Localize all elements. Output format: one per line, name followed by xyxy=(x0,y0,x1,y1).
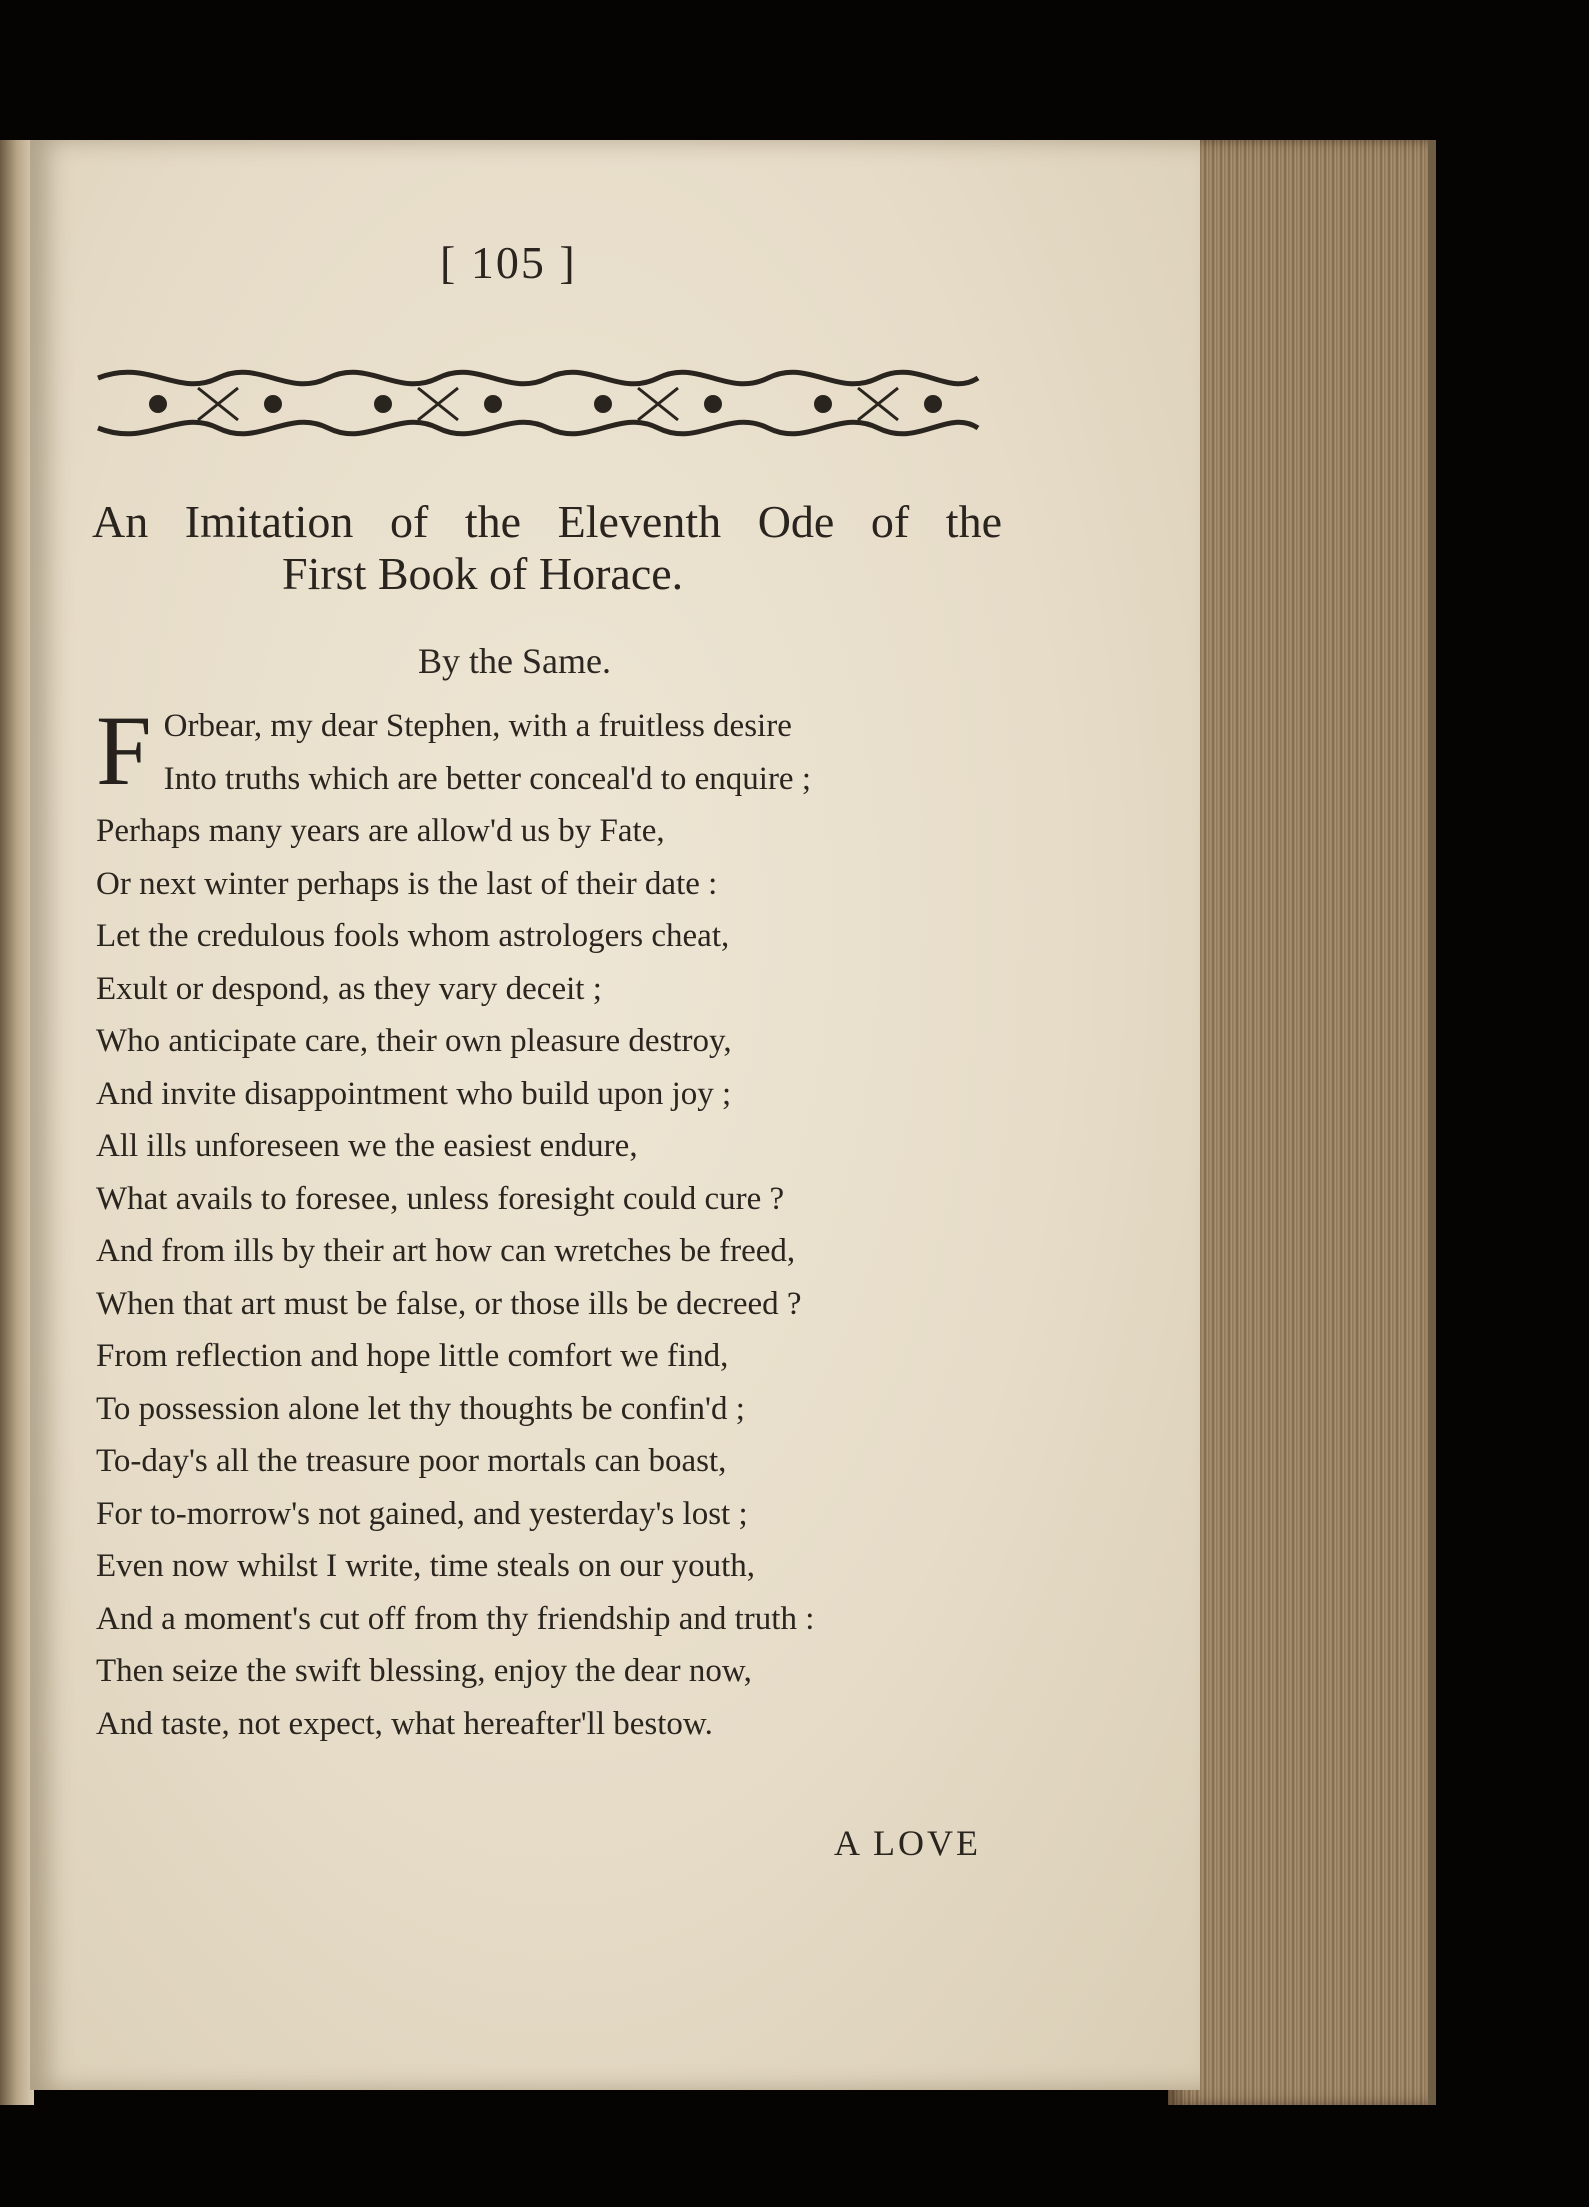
page-edges xyxy=(1168,140,1436,2105)
title-line-1: An Imitation of the Eleventh Ode of the xyxy=(92,496,1002,547)
poem-line: Perhaps many years are allow'd us by Fate, xyxy=(96,813,665,849)
poem-line: What avails to foresee, unless foresight could cure ? xyxy=(96,1180,785,1217)
poem-line: And a moment's cut off from thy friendship and truth : xyxy=(96,1600,815,1637)
facing-page-edge xyxy=(0,140,34,2105)
poem-line: All ills unforeseen we the easiest endure, xyxy=(96,1128,638,1164)
catchword: A LOVE xyxy=(834,1823,981,1863)
poem-line: And from ills by their art how can wretches be freed, xyxy=(96,1233,796,1269)
poem-line: To-day's all the treasure poor mortals can boast, xyxy=(96,1443,727,1479)
drop-cap: F xyxy=(96,695,152,806)
page-number: [ 105 ] xyxy=(440,237,577,288)
title-line-2: First Book of Horace. xyxy=(282,548,684,599)
poem-line: And taste, not expect, what hereafter'll bestow. xyxy=(96,1705,713,1742)
poem-line: And invite disappointment who build upon joy ; xyxy=(96,1075,732,1112)
decorative-ornament-band xyxy=(88,358,988,450)
poem-line: Or next winter perhaps is the last of their date : xyxy=(96,865,718,902)
poem-line: Exult or despond, as they vary deceit ; xyxy=(96,970,602,1007)
poem-line: For to-morrow's not gained, and yesterday's lost ; xyxy=(96,1495,748,1532)
poem-line: When that art must be false, or those ills be decreed ? xyxy=(96,1285,802,1322)
poem-line: Into truths which are better conceal'd to enquire ; xyxy=(163,760,811,797)
poem-line: Then seize the swift blessing, enjoy the dear now, xyxy=(96,1653,752,1689)
poem-line: Orbear, my dear Stephen, with a fruitless desire xyxy=(163,708,792,744)
poem-line: To possession alone let thy thoughts be confin'd ; xyxy=(96,1390,745,1427)
poem-line: Let the credulous fools whom astrologers cheat, xyxy=(96,918,730,954)
poem-line: From reflection and hope little comfort we find, xyxy=(96,1338,729,1374)
poem-line: Who anticipate care, their own pleasure destroy, xyxy=(96,1023,732,1059)
poem-title xyxy=(92,496,1002,600)
poem-line: Even now whilst I write, time steals on our youth, xyxy=(96,1548,755,1584)
byline: By the Same. xyxy=(418,641,611,681)
poem-body xyxy=(96,695,996,1750)
